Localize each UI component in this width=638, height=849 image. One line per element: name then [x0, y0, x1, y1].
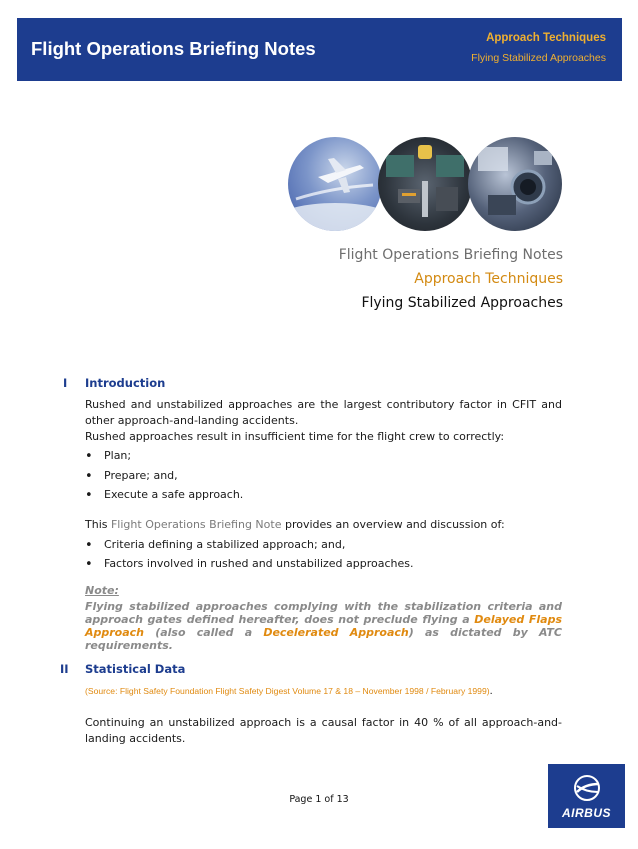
- overview-suffix: provides an overview and discussion of:: [281, 518, 505, 531]
- decelerated-approach-link[interactable]: Decelerated Approach: [263, 626, 409, 639]
- bullet-icon: •: [85, 488, 93, 503]
- logo-wordmark: AIRBUS: [561, 806, 611, 820]
- page-number: Page 1 of 13: [289, 794, 349, 805]
- source-citation: [85, 685, 493, 697]
- bullet-icon: •: [85, 557, 93, 572]
- list-item-text: Execute a safe approach.: [104, 488, 244, 501]
- intro-paragraph: Rushed and unstabilized approaches are the largest contributory factor in CFIT and other approach-and-landing accidents.: [85, 398, 562, 427]
- list-item-text: Criteria defining a stabilized approach; and,: [104, 538, 346, 551]
- list-item-text: Prepare; and,: [104, 469, 178, 482]
- cover-document-title: Flying Stabilized Approaches: [361, 295, 563, 311]
- list-item: [85, 487, 243, 504]
- list-item-text: Factors involved in rushed and unstabilized approaches.: [104, 557, 414, 570]
- section-number: I: [63, 376, 68, 390]
- cover-photos: [288, 137, 564, 233]
- header-title: Flight Operations Briefing Notes: [31, 38, 316, 59]
- list-item-text: Plan;: [104, 449, 132, 462]
- cover-category: Approach Techniques: [414, 271, 563, 287]
- section-title: Introduction: [85, 376, 166, 390]
- header-band: [17, 18, 622, 81]
- cockpit-panel-photo: [378, 137, 472, 231]
- list-item: [85, 537, 345, 554]
- list-item: [85, 468, 178, 485]
- airbus-logo: [548, 764, 625, 828]
- cockpit-controls-photo: [468, 137, 562, 231]
- overview-prefix: This: [85, 518, 111, 531]
- header-subtitle: Flying Stabilized Approaches: [471, 52, 606, 64]
- note-text: [85, 600, 562, 652]
- bullet-icon: •: [85, 449, 93, 464]
- note-text-part: Flying stabilized approaches complying with the stabilization criteria and approach gates defined hereafter, does not preclude flying a: [85, 600, 562, 626]
- list-item: [85, 448, 131, 465]
- section-number: II: [60, 662, 69, 676]
- section-title: Statistical Data: [85, 662, 186, 676]
- note-text-part: ) as dictated by ATC requirements.: [85, 626, 562, 652]
- source-text: (Source: Flight Safety Foundation Flight Safety Digest Volume 17 & 18 – November 1998 / February 1999): [85, 686, 490, 696]
- note-label: Note:: [85, 584, 119, 597]
- header-category: Approach Techniques: [486, 32, 606, 44]
- briefing-note-reference: Flight Operations Briefing Note: [110, 518, 282, 531]
- bullet-icon: •: [85, 538, 93, 553]
- cover-series-title: Flight Operations Briefing Notes: [338, 247, 563, 263]
- intro-paragraph-2: Rushed approaches result in insufficient time for the flight crew to correctly:: [85, 430, 505, 443]
- cover-title-block: [339, 243, 563, 315]
- source-end: .: [489, 685, 493, 697]
- note-text-part: (also called a: [144, 626, 264, 639]
- bullet-icon: •: [85, 469, 93, 484]
- delayed-flaps-approach-link[interactable]: Delayed Flaps Approach: [85, 613, 562, 639]
- airbus-emblem-icon: [571, 772, 603, 804]
- aircraft-photo: [288, 137, 382, 231]
- statistics-paragraph: Continuing an unstabilized approach is a causal factor in 40 % of all approach-and-landing accidents.: [85, 716, 562, 745]
- list-item: [85, 556, 414, 573]
- overview-paragraph: [85, 517, 562, 533]
